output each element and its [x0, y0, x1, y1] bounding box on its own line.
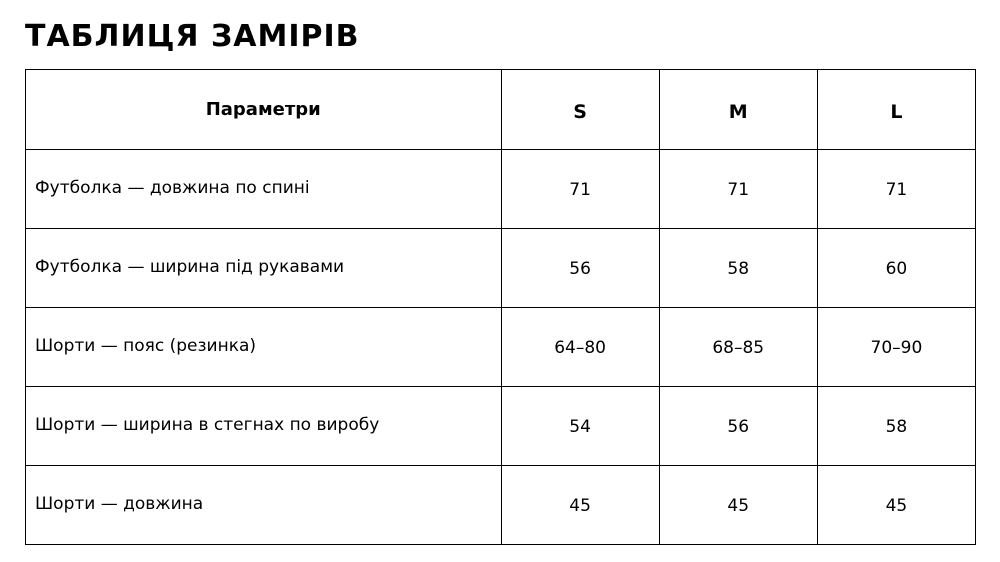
size-chart-table — [25, 69, 976, 545]
value-cell-m: 71 — [659, 150, 817, 229]
parameter-cell: Шорти — довжина — [26, 466, 502, 545]
table-row — [26, 387, 976, 466]
value-cell-m: 68–85 — [659, 308, 817, 387]
header-parameters: Параметри — [26, 70, 502, 150]
value-cell-m: 58 — [659, 229, 817, 308]
header-size-s: S — [501, 70, 659, 150]
table-row — [26, 466, 976, 545]
value-cell-s: 64–80 — [501, 308, 659, 387]
parameter-cell: Шорти — пояс (резинка) — [26, 308, 502, 387]
table-row — [26, 150, 976, 229]
value-cell-l: 58 — [817, 387, 975, 466]
page-title: ТАБЛИЦЯ ЗАМІРІВ — [25, 19, 360, 54]
value-cell-s: 56 — [501, 229, 659, 308]
value-cell-s: 71 — [501, 150, 659, 229]
value-cell-m: 45 — [659, 466, 817, 545]
header-size-l: L — [817, 70, 975, 150]
parameter-cell: Футболка — ширина під рукавами — [26, 229, 502, 308]
value-cell-l: 60 — [817, 229, 975, 308]
parameter-cell: Футболка — довжина по спині — [26, 150, 502, 229]
value-cell-l: 45 — [817, 466, 975, 545]
value-cell-m: 56 — [659, 387, 817, 466]
value-cell-l: 71 — [817, 150, 975, 229]
value-cell-l: 70–90 — [817, 308, 975, 387]
table-row — [26, 229, 976, 308]
parameter-cell: Шорти — ширина в стегнах по виробу — [26, 387, 502, 466]
value-cell-s: 45 — [501, 466, 659, 545]
table-row — [26, 308, 976, 387]
header-size-m: M — [659, 70, 817, 150]
table-header-row — [26, 70, 976, 150]
value-cell-s: 54 — [501, 387, 659, 466]
